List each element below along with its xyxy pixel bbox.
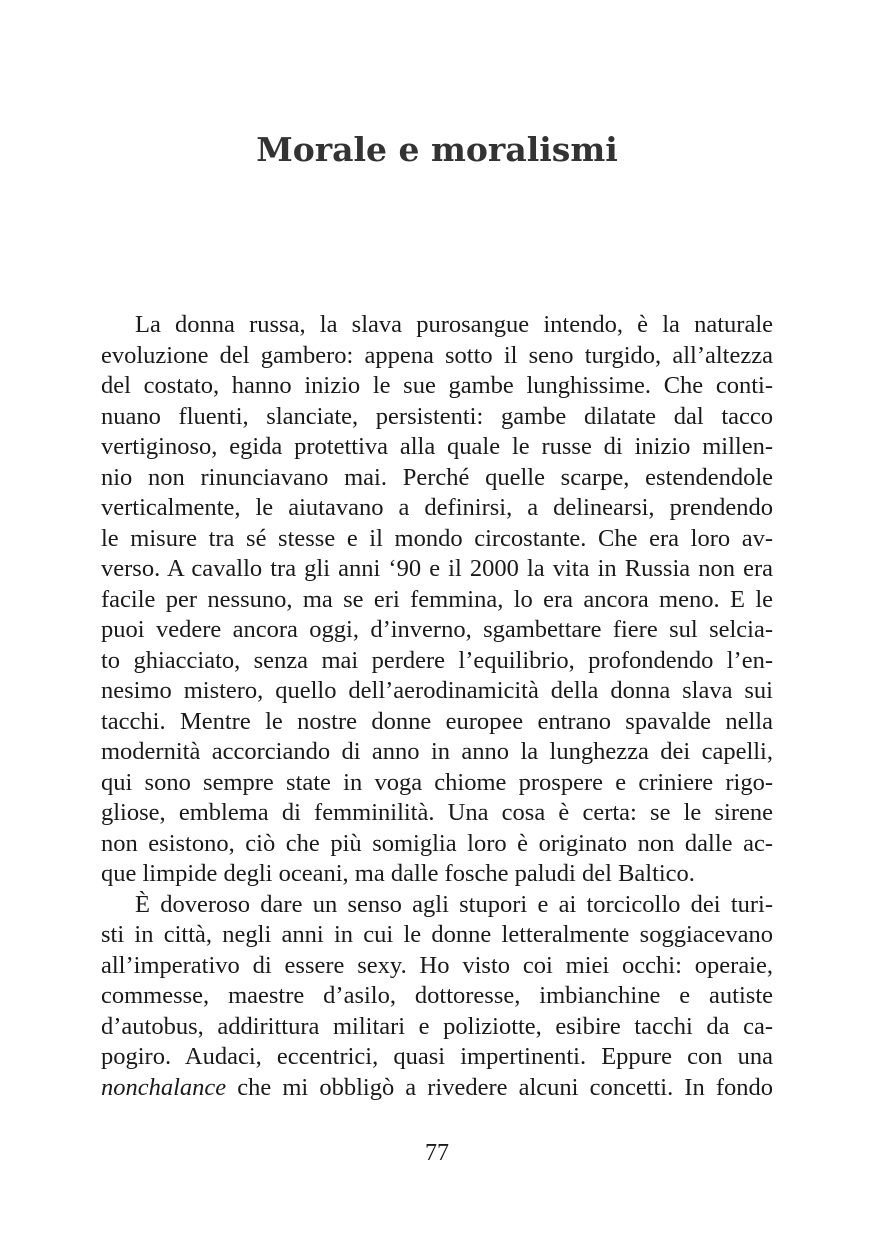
text-line: nio non rinunciavano mai. Perché quelle scarpe, estendendole — [101, 463, 773, 491]
text-line: non esistono, ciò che più somiglia loro è originato non dalle ac- — [101, 829, 773, 857]
chapter-title: Morale e moralismi — [256, 130, 618, 169]
text-line: verticalmente, le aiutavano a definirsi, a delinearsi, prendendo — [101, 494, 773, 521]
text-fragment: che mi obbligò a rivedere alcuni concetti. In fondo — [226, 1073, 773, 1101]
text-line: puoi vedere ancora oggi, d’inverno, sgambettare fiere sul selcia- — [101, 616, 773, 643]
text-line: tacchi. Mentre le nostre donne europee entrano spavalde nella — [101, 707, 773, 735]
text-line: gliose, emblema di femminilità. Una cosa è certa: se le sirene — [101, 799, 773, 826]
text-line: La donna russa, la slava purosangue intendo, è la naturale — [135, 311, 773, 338]
text-line: to ghiacciato, senza mai perdere l’equilibrio, profondendo l’en- — [101, 646, 773, 674]
text-line: verso. A cavallo tra gli anni ‘90 e il 2000 la vita in Russia non era — [101, 555, 773, 582]
text-line: que limpide degli oceani, ma dalle fosche paludi del Baltico. — [101, 860, 695, 887]
text-line: È doveroso dare un senso agli stupori e ai torcicollo dei turi- — [135, 890, 773, 918]
text-line: del costato, hanno inizio le sue gambe lunghissime. Che conti- — [101, 372, 773, 399]
text-line: qui sono sempre state in voga chiome prospere e criniere rigo- — [101, 768, 773, 796]
text-line: le misure tra sé stesse e il mondo circostante. Che era loro av- — [101, 524, 773, 552]
text-line: facile per nessuno, ma se eri femmina, lo era ancora meno. E le — [101, 585, 773, 613]
text-line-mixed — [101, 1073, 773, 1104]
paragraph — [101, 890, 773, 1104]
text-line: modernità accorciando di anno in anno la lunghezza dei capelli, — [101, 738, 773, 765]
text-line: d’autobus, addirittura militari e poliziotte, esibire tacchi da ca- — [101, 1012, 773, 1040]
text-line: nuano fluenti, slanciate, persistenti: gambe dilatate dal tacco — [101, 402, 773, 430]
text-line: sti in città, negli anni in cui le donne letteralmente soggiacevano — [101, 921, 773, 948]
text-line: nesimo mistero, quello dell’aerodinamicità della donna slava sui — [101, 677, 773, 704]
paragraph — [101, 310, 773, 890]
page-number: 77 — [425, 1140, 449, 1166]
text-line: pogiro. Audaci, eccentrici, quasi impertinenti. Eppure con una — [101, 1043, 773, 1070]
italic-term: nonchalance — [101, 1073, 227, 1101]
text-line: evoluzione del gambero: appena sotto il seno turgido, all’altezza — [101, 341, 773, 369]
text-line: vertiginoso, egida protettiva alla quale le russe di inizio millen- — [101, 433, 773, 460]
body-text — [101, 310, 773, 1103]
text-line: all’imperativo di essere sexy. Ho visto coi miei occhi: operaie, — [101, 951, 773, 979]
text-line: commesse, maestre d’asilo, dottoresse, imbianchine e autiste — [101, 982, 773, 1009]
